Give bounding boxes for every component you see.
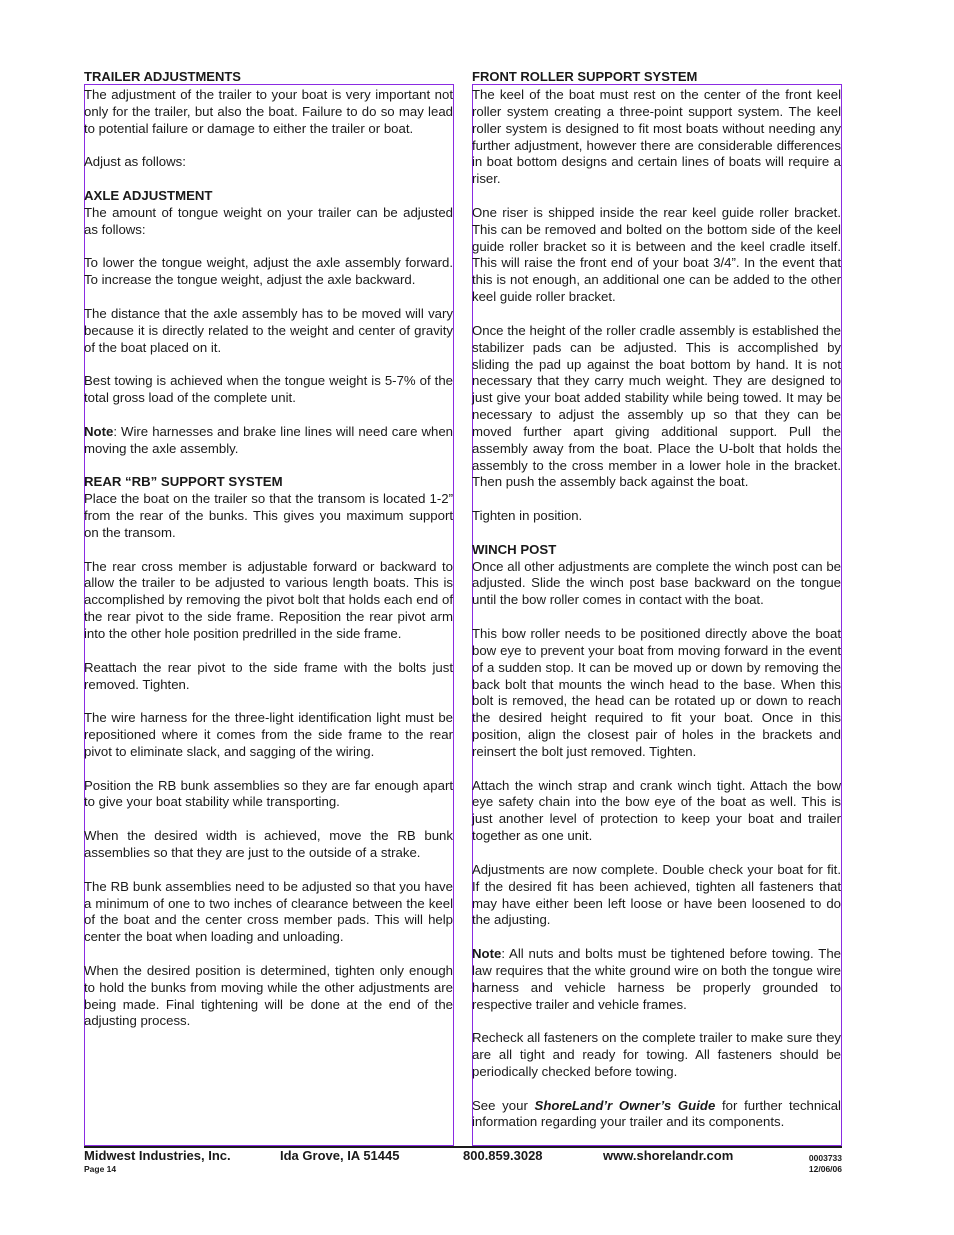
- footer-company: Midwest Industries, Inc.: [84, 1148, 231, 1163]
- note-text: : Wire harnesses and brake line lines will need care when moving the axle assembly.: [84, 423, 453, 456]
- axle-paragraph-1: The amount of tongue weight on your trailer can be adjusted as follows:: [84, 204, 453, 237]
- adjust-as-follows: Adjust as follows:: [84, 154, 186, 170]
- rear-paragraph-5: Position the RB bunk assemblies so they are far enough apart to give your boat stability while transporting.: [84, 777, 453, 810]
- winch-paragraph-4: Adjustments are now complete. Double check your boat for fit. If the desired fit has been achieved, tighten all fasteners that may have either been left loose or have been loosened to do the adjusting.: [472, 861, 841, 928]
- rear-paragraph-6: When the desired width is achieved, move the RB bunk assemblies so that they are just to the outside of a strake.: [84, 828, 453, 860]
- winch-paragraph-5: Recheck all fasteners on the complete trailer to make sure they are all tight and ready for towing. All fasteners should be periodically checked before towing.: [472, 1030, 841, 1079]
- footer-city: Ida Grove, IA 51445: [280, 1148, 400, 1163]
- footer-phone: 800.859.3028: [463, 1148, 543, 1163]
- footer-date: 12/06/06: [808, 1164, 842, 1174]
- axle-paragraph-4: Best towing is achieved when the tongue weight is 5-7% of the total gross load of the complete unit.: [84, 373, 453, 406]
- axle-note: [84, 424, 453, 458]
- winch-note: [472, 946, 841, 1013]
- front-paragraph-3: Once the height of the roller cradle assembly is established the stabilizer pads can be adjusted. This is accomplished by sliding the pad up against the boat bottom by hand. It is not necessary that they carry much weight. They are designed to just give your boat added stability while being towed. It may be necessary to adjust the assembly up so that they can be moved further apart giving additional support. Pull the assembly away from the boat. Place the U-bolt that holds the assembly to the cross member in a lower hole in the bracket. Then push the assembly back against the boat.: [472, 322, 841, 490]
- rear-paragraph-8: When the desired position is determined, tighten only enough to hold the bunks from moving while the other adjustments are being made. Final tightening will be done at the end of the adjusting process.: [84, 962, 453, 1029]
- front-roller-title: FRONT ROLLER SUPPORT SYSTEM: [472, 69, 698, 84]
- right-column: [472, 87, 841, 1148]
- see-suffix: for further technical information regarding your trailer and its components.: [472, 1097, 841, 1130]
- winch-post-heading: WINCH POST: [472, 541, 557, 557]
- trailer-adjustments-title: TRAILER ADJUSTMENTS: [84, 69, 241, 84]
- owners-guide-title: ShoreLand’r Owner’s Guide: [534, 1097, 716, 1113]
- rear-support-heading: REAR “RB” SUPPORT SYSTEM: [84, 474, 283, 490]
- footer-doc-number: 0003733: [808, 1153, 842, 1163]
- winch-paragraph-2: This bow roller needs to be positioned directly above the boat bow eye to prevent your boat from moving forward in the event of a sudden stop. It can be moved up or down by removing the back bolt that mounts the winch head to the base. When this bolt is removed, the head can be rotated up or down to reach the desired height required to fit your boat. Once in this position, align the closest pair of holes in the brackets and reinsert the bolt just removed. Tighten.: [472, 626, 841, 759]
- footer-page-number: Page 14: [84, 1164, 117, 1174]
- rear-paragraph-3: Reattach the rear pivot to the side frame with the bolts just removed. Tighten.: [84, 659, 453, 692]
- axle-adjustment-heading: AXLE ADJUSTMENT: [84, 188, 213, 204]
- see-prefix: See your: [472, 1097, 535, 1113]
- winch-paragraph-1: Once all other adjustments are complete the winch post can be adjusted. Slide the winch post base backward on the tongue until the bow roller comes in contact with the boat.: [472, 558, 841, 608]
- left-column: [84, 87, 453, 1047]
- axle-paragraph-2: To lower the tongue weight, adjust the axle assembly forward. To increase the tongue weight, adjust the axle backward.: [84, 255, 453, 288]
- intro-paragraph: The adjustment of the trailer to your boat is very important not only for the trailer, but also the boat. Failure to do so may lead to potential failure or damage to either the trailer or boat.: [84, 87, 453, 136]
- rear-paragraph-4: The wire harness for the three-light identification light must be repositioned where it comes from the side frame to the rear pivot to eliminate slack, and sagging of the wiring.: [84, 710, 453, 759]
- axle-paragraph-3: The distance that the axle assembly has to be moved will vary because it is directly related to the weight and center of gravity of the boat placed on it.: [84, 305, 453, 355]
- front-paragraph-2: One riser is shipped inside the rear keel guide roller bracket. This can be removed and bolted on the bottom side of the keel guide roller bracket so it is between and the keel cradle itself. This will raise the front end of your boat 3/4”. In the event that this is not enough, an additional one can be added to the other keel guide roller bracket.: [472, 204, 841, 305]
- front-paragraph-1: The keel of the boat must rest on the center of the front keel roller system creating a three-point support system. The keel roller system is designed to fit most boats without needing any further adjustment, however there are considerable differences in boat bottom designs and certain lines of boats will require a riser.: [472, 87, 841, 187]
- note-label: Note: [472, 946, 502, 962]
- rear-paragraph-1: Place the boat on the trailer so that the transom is located 1-2” from the rear of the bunks. This gives you maximum support on the transom.: [84, 491, 453, 540]
- rear-paragraph-2: The rear cross member is adjustable forward or backward to allow the trailer to be adjusted to various length boats. This is accomplished by removing the pivot bolt that holds each end of the rear pivot to the side frame. Reposition the rear pivot arm into the other hole position predrilled in the side frame.: [84, 558, 453, 641]
- footer-website: www.shorelandr.com: [603, 1148, 734, 1163]
- rear-paragraph-7: The RB bunk assemblies need to be adjusted so that you have a minimum of one to two inches of clearance between the keel of the boat and the center cross member pads. This will help center the boat when loading and unloading.: [84, 878, 453, 945]
- note-label: Note: [84, 423, 114, 439]
- winch-paragraph-3: Attach the winch strap and crank winch tight. Attach the bow eye safety chain into the bow eye of the boat as well. This is just another level of protection to keep your boat and trailer together as one unit.: [472, 777, 841, 844]
- front-paragraph-4: Tighten in position.: [472, 508, 583, 524]
- note-text: : All nuts and bolts must be tightened before towing. The law requires that the white ground wire on both the tongue wire harness and vehicle harness be properly grounded to respective trailer and vehicle frames.: [472, 946, 841, 1012]
- owners-guide-reference: [472, 1098, 841, 1132]
